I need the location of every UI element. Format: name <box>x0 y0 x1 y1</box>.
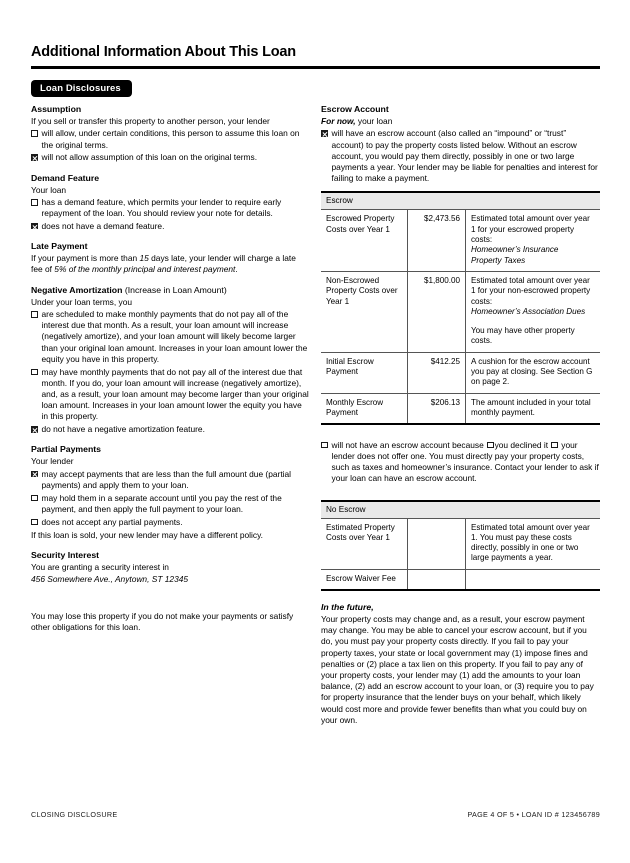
no-escrow-table-caption-row <box>321 501 600 519</box>
footer-left-label: CLOSING DISCLOSURE <box>31 810 118 819</box>
checkbox-unchecked-icon[interactable] <box>31 495 38 502</box>
escrow-table-caption: Escrow <box>321 192 600 210</box>
no-escrow-row-0-label: Estimated Property Costs over Year 1 <box>321 518 408 569</box>
footer-right-label: PAGE 4 OF 5 • LOAN ID # 123456789 <box>467 810 600 819</box>
escrow-will-not-have-text-a: will not have an escrow account because <box>331 439 487 450</box>
spacer <box>31 164 309 173</box>
section-late-payment <box>31 241 309 275</box>
escrow-row-3-desc: The amount included in your total monthly payment. <box>471 397 591 417</box>
partial-payments-option-2[interactable] <box>31 517 309 528</box>
escrow-account-heading: Escrow Account <box>321 103 389 114</box>
table-row <box>321 393 600 424</box>
escrow-table-caption-row <box>321 192 600 210</box>
demand-feature-option-0[interactable] <box>31 197 309 219</box>
checkbox-unchecked-icon[interactable] <box>31 311 38 318</box>
escrow-row-2-desc: A cushion for the escrow account you pay at closing. See Section G on page 2. <box>466 352 601 393</box>
page-content <box>31 45 600 726</box>
negative-amortization-option-2[interactable] <box>31 424 309 435</box>
checkbox-unchecked-icon[interactable] <box>31 369 38 376</box>
assumption-option-1-label: will not allow assumption of this loan on the original terms. <box>41 152 258 163</box>
checkbox-checked-icon[interactable] <box>31 471 38 478</box>
security-interest-lead: You are granting a security interest in <box>31 562 169 573</box>
demand-feature-lead: Your loan <box>31 184 67 195</box>
no-escrow-table-caption: No Escrow <box>321 501 600 519</box>
late-payment-text-part2: days late, your lender will charge a late fee of <box>31 253 296 275</box>
assumption-option-1[interactable] <box>31 152 309 163</box>
checkbox-checked-icon[interactable] <box>31 154 38 161</box>
late-payment-heading: Late Payment <box>31 241 88 252</box>
negative-amortization-option-0-label: are scheduled to make monthly payments that do not pay all of the interest due that month. As a result, your loan amount will increase (negatively amortize), and your loan amount will likely become larger than your original loan amount. Increases in your loan amount lower the equity you have in this property. <box>41 309 308 364</box>
page-footer <box>31 810 600 819</box>
assumption-option-0-label: will allow, under certain conditions, this person to assume this loan on the original terms. <box>41 128 300 150</box>
spacer <box>321 591 600 602</box>
section-in-the-future <box>321 602 600 726</box>
escrow-table <box>321 191 600 425</box>
escrow-account-subhead-rest: your loan <box>355 115 393 126</box>
section-tab-loan-disclosures: Loan Disclosures <box>31 80 132 97</box>
escrow-row-1-italic-0: Homeowner’s Association Dues <box>471 306 586 316</box>
no-escrow-row-0-desc: Estimated total amount over year 1. You must pay these costs directly, possibly in one or two large payments a year. <box>466 518 601 569</box>
spacer <box>31 435 309 444</box>
assumption-option-0[interactable] <box>31 128 309 150</box>
late-payment-text <box>31 253 309 275</box>
section-negative-amortization <box>31 285 309 436</box>
escrow-row-0-amount: $2,473.56 <box>408 210 466 271</box>
escrow-row-0-desc: Estimated total amount over year 1 for your escrowed property costs: <box>471 214 590 245</box>
checkbox-checked-icon[interactable] <box>321 130 328 137</box>
section-demand-feature <box>31 173 309 233</box>
negative-amortization-option-1-label: may have monthly payments that do not pay all of the interest due that month. If you do, your loan amount will increase (negatively amortize), and, as a result, your loan amount may become larger than your original loan amount. Increases in your loan amount lower the equity you have in this property. <box>41 366 309 422</box>
checkbox-unchecked-icon[interactable] <box>31 519 38 526</box>
partial-payments-option-1[interactable] <box>31 493 309 515</box>
escrow-row-0-italic-1: Property Taxes <box>471 255 526 265</box>
escrow-will-not-have-text-c: your lender does not offer one. You must directly pay your property costs, such as taxes and homeowner’s insurance. Contact your lender to ask if your loan can have an escrow account. <box>331 439 599 484</box>
title-divider <box>31 66 600 69</box>
checkbox-declined-icon[interactable] <box>487 442 494 449</box>
escrow-row-1-label: Non-Escrowed Property Costs over Year 1 <box>321 271 408 352</box>
late-payment-fee: 5% of the monthly principal and interest payment <box>54 264 236 275</box>
no-escrow-table <box>321 500 600 591</box>
demand-feature-option-1-label: does not have a demand feature. <box>41 220 165 231</box>
late-payment-days: 15 <box>139 253 149 264</box>
no-escrow-row-0-amount <box>408 518 466 569</box>
partial-payments-option-0-label: may accept payments that are less than the full amount due (partial payments) and apply them to your loan. <box>41 468 292 490</box>
escrow-will-not-have-label <box>328 440 601 485</box>
table-row <box>321 271 600 352</box>
section-tab-container <box>31 78 600 95</box>
demand-feature-heading: Demand Feature <box>31 172 100 183</box>
checkbox-unchecked-icon[interactable] <box>31 199 38 206</box>
left-column <box>31 104 321 726</box>
section-escrow-account <box>321 104 600 185</box>
negative-amortization-option-2-label: do not have a negative amortization feature. <box>41 424 205 435</box>
checkbox-checked-icon[interactable] <box>31 223 38 230</box>
partial-payments-option-2-label: does not accept any partial payments. <box>41 516 183 527</box>
no-escrow-row-1-desc <box>466 569 601 590</box>
spacer <box>31 232 309 241</box>
spacer <box>471 317 595 326</box>
negative-amortization-lead: Under your loan terms, you <box>31 296 133 307</box>
partial-payments-option-0[interactable] <box>31 469 309 491</box>
escrow-will-not-have-text-b: you declined it <box>494 439 551 450</box>
table-row <box>321 352 600 393</box>
escrow-will-have-option[interactable] <box>321 128 600 184</box>
table-row <box>321 210 600 271</box>
negative-amortization-heading-main: Negative Amortization <box>31 284 123 295</box>
table-row <box>321 569 600 590</box>
escrow-row-1-desc: Estimated total amount over year 1 for your non-escrowed property costs: <box>471 275 591 306</box>
partial-payments-option-1-label: may hold them in a separate account until you pay the rest of the payment, and then apply the full payment to your loan. <box>41 492 282 514</box>
negative-amortization-heading <box>31 285 309 296</box>
section-security-interest <box>31 550 309 634</box>
demand-feature-option-1[interactable] <box>31 221 309 232</box>
escrow-row-0-desc-cell <box>466 210 601 271</box>
spacer <box>321 485 600 498</box>
escrow-will-not-have-option[interactable] <box>321 440 600 485</box>
demand-feature-option-0-label: has a demand feature, which permits your lender to require early repayment of the loan. You should review your note for details. <box>41 197 282 219</box>
no-escrow-row-1-amount <box>408 569 466 590</box>
escrow-row-1-desc-cell <box>466 271 601 352</box>
partial-payments-footnote: If this loan is sold, your new lender may have a different policy. <box>31 529 263 540</box>
escrow-row-2-label: Initial Escrow Payment <box>321 352 408 393</box>
table-row <box>321 518 600 569</box>
security-interest-heading: Security Interest <box>31 550 100 561</box>
partial-payments-heading: Partial Payments <box>31 444 102 455</box>
checkbox-checked-icon[interactable] <box>31 426 38 433</box>
partial-payments-lead: Your lender <box>31 456 74 467</box>
section-assumption <box>31 104 309 164</box>
negative-amortization-option-0[interactable] <box>31 309 309 365</box>
two-column-layout <box>31 104 600 726</box>
spacer <box>31 276 309 285</box>
assumption-heading: Assumption <box>31 103 82 114</box>
escrow-account-subhead-bold: For now, <box>321 115 356 126</box>
spacer <box>321 425 600 438</box>
escrow-will-have-label: will have an escrow account (also called an “impound” or “trust” account) to pay the property costs listed below. Without an escrow account, you would pay them directly, possibly in one or two large payments a year. Your lender may be liable for penalties and interest for failing to make a payment. <box>331 128 598 184</box>
escrow-row-1-amount: $1,800.00 <box>408 271 466 352</box>
page-title: Additional Information About This Loan <box>31 44 296 60</box>
in-the-future-text: Your property costs may change and, as a result, your escrow payment may change. You may be able to cancel your escrow account, but if you do, you must pay your property costs directly. If you fail to pay your property taxes, your state or local government may (1) impose fines and penalties or (2) place a tax lien on this property. If you fail to pay any of your property costs, your lender may (1) add the amounts to your loan balance, (2) add an escrow account to your loan, or (3) require you to pay for property insurance that the lender buys on your behalf, which likely would cost more and provide fewer benefits than what you could buy on your own. <box>321 614 594 725</box>
security-interest-address: 456 Somewhere Ave., Anytown, ST 12345 <box>31 574 189 585</box>
negative-amortization-heading-suffix: (Increase in Loan Amount) <box>124 284 227 295</box>
late-payment-text-part1: If your payment is more than <box>31 253 140 264</box>
security-interest-warning: You may lose this property if you do not make your payments or satisfy other obligations for this loan. <box>31 611 294 633</box>
checkbox-not-offered-icon[interactable] <box>551 442 558 449</box>
escrow-row-1-extra: You may have other property costs. <box>471 326 575 346</box>
spacer <box>321 184 600 189</box>
right-column <box>321 104 600 726</box>
in-the-future-heading: In the future, <box>321 602 374 612</box>
assumption-lead: If you sell or transfer this property to another person, your lender <box>31 115 270 126</box>
escrow-row-3-amount: $206.13 <box>408 393 466 424</box>
escrow-row-2-amount: $412.25 <box>408 352 466 393</box>
section-partial-payments <box>31 444 309 541</box>
negative-amortization-option-1[interactable] <box>31 367 309 423</box>
checkbox-unchecked-icon[interactable] <box>31 130 38 137</box>
escrow-account-subhead <box>321 116 600 127</box>
escrow-row-0-label: Escrowed Property Costs over Year 1 <box>321 210 408 271</box>
late-payment-text-part3: . <box>235 264 238 275</box>
spacer <box>31 541 309 550</box>
escrow-row-0-italic-0: Homeowner’s Insurance <box>471 245 559 255</box>
escrow-row-3-label: Monthly Escrow Payment <box>321 393 408 424</box>
no-escrow-row-1-label: Escrow Waiver Fee <box>321 569 408 590</box>
spacer <box>31 585 309 611</box>
checkbox-unchecked-icon[interactable] <box>321 442 328 449</box>
